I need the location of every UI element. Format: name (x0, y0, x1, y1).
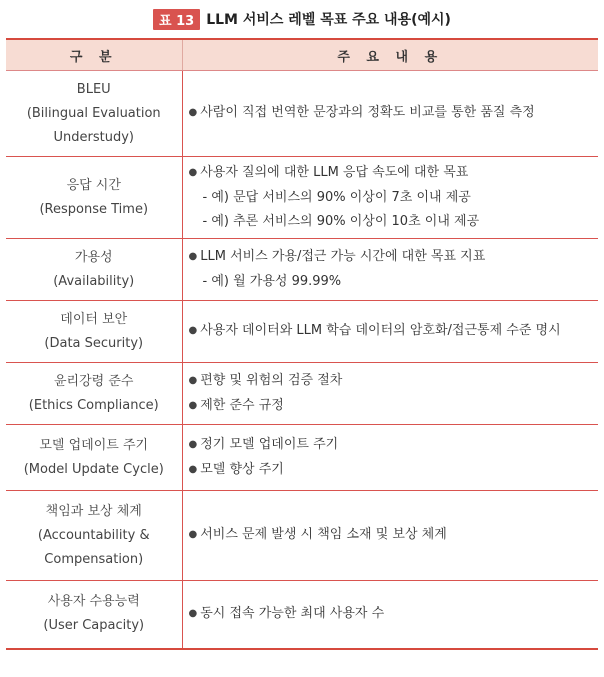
example-item: - 예) 문답 서비스의 90% 이상이 7초 이내 제공 (202, 190, 471, 205)
row-content (182, 157, 598, 239)
row-category (6, 71, 182, 157)
category-line: (Bilingual Evaluation (26, 105, 161, 121)
slo-table (6, 38, 598, 650)
example-item: - 예) 월 가용성 99.99% (202, 274, 342, 289)
bullet-item: ● 서비스 문제 발생 시 책임 소재 및 보상 체계 (189, 523, 591, 548)
table-row (6, 491, 598, 581)
table-row (6, 71, 598, 157)
example-item: - 예) 추론 서비스의 90% 이상이 10초 이내 제공 (202, 214, 480, 229)
row-content (182, 425, 598, 491)
category-line: 모델 업데이트 주기 (39, 437, 149, 453)
category-line: (User Capacity) (43, 618, 145, 634)
row-content (182, 239, 598, 301)
row-category (6, 301, 182, 363)
row-category (6, 581, 182, 649)
category-line: 책임과 보상 체계 (45, 503, 142, 519)
bullet-item: ● 편향 및 위험의 검증 절차 (189, 369, 591, 394)
bullet-item: ● 동시 접속 가능한 최대 사용자 수 (189, 602, 591, 627)
category-line: (Data Security) (44, 335, 144, 351)
row-category (6, 363, 182, 425)
row-content (182, 71, 598, 157)
category-line: 가용성 (74, 249, 113, 265)
table-row (6, 239, 598, 301)
bullet-item: ● 정기 모델 업데이트 주기 (189, 433, 591, 458)
category-line: Compensation) (44, 551, 144, 567)
category-line: (Availability) (53, 273, 135, 289)
category-line: 사용자 수용능력 (47, 594, 140, 610)
row-category (6, 425, 182, 491)
row-content (182, 581, 598, 649)
bullet-item: ● 사용자 데이터와 LLM 학습 데이터의 암호화/접근통제 수준 명시 (189, 319, 591, 344)
category-line: (Response Time) (39, 201, 149, 217)
table-row (6, 363, 598, 425)
category-line: 응답 시간 (66, 177, 121, 193)
table-number-tag: 표 13 (153, 9, 200, 30)
category-line: 윤리강령 준수 (54, 373, 134, 389)
row-category (6, 157, 182, 239)
table-row (6, 581, 598, 649)
row-category (6, 491, 182, 581)
category-line: 데이터 보안 (60, 311, 128, 327)
row-content (182, 301, 598, 363)
header-content: 주 요 내 용 (182, 39, 598, 71)
bullet-item: ● 제한 준수 규정 (189, 394, 591, 419)
category-line: (Accountability & (37, 527, 150, 543)
row-content (182, 491, 598, 581)
table-title: LLM 서비스 레벨 목표 주요 내용(예시) (206, 12, 451, 28)
bullet-item: ● 모델 향상 주기 (189, 458, 591, 483)
table-row (6, 157, 598, 239)
row-content (182, 363, 598, 425)
table-caption (0, 0, 604, 38)
bullet-item: ● LLM 서비스 가용/접근 가능 시간에 대한 목표 지표 (189, 245, 591, 270)
row-category (6, 239, 182, 301)
category-line: (Ethics Compliance) (28, 397, 159, 413)
table-row (6, 301, 598, 363)
category-line: (Model Update Cycle) (23, 461, 164, 477)
category-line: BLEU (76, 81, 111, 97)
category-line: Understudy) (53, 129, 134, 145)
header-category: 구 분 (6, 39, 182, 71)
bullet-item: ● 사람이 직접 번역한 문장과의 정확도 비교를 통한 품질 측정 (189, 101, 591, 126)
bullet-item: ● 사용자 질의에 대한 LLM 응답 속도에 대한 목표 (189, 161, 591, 186)
header-row (6, 39, 598, 71)
table-row (6, 425, 598, 491)
